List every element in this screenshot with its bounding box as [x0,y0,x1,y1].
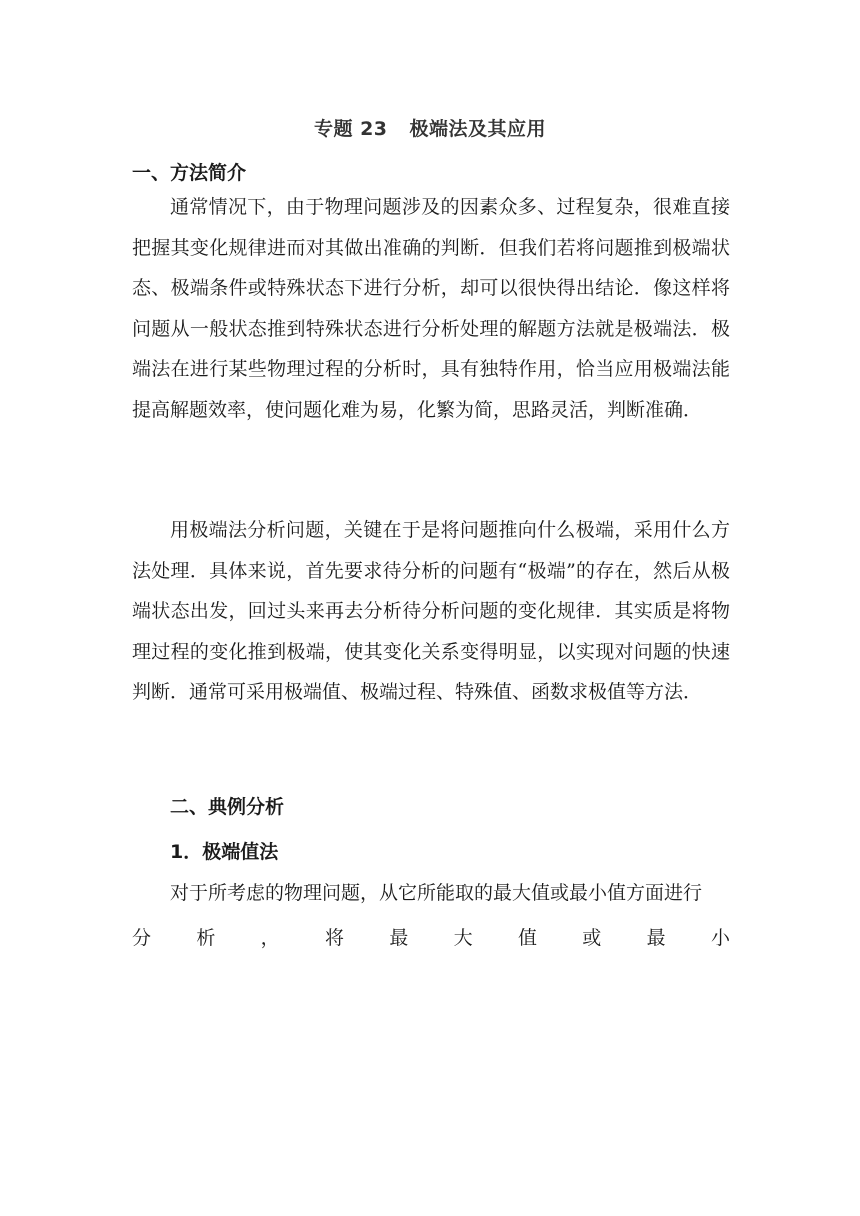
document-title [0,114,860,141]
title-main: 极端法及其应用 [409,118,547,140]
spaced-char: 值 [517,927,537,949]
paragraph-extreme-value-line2 [132,918,730,959]
spaced-char: 分 [132,927,152,949]
spaced-char: 最 [646,927,666,949]
spaced-char: 大 [453,927,473,949]
paragraph-extreme-value: 对于所考虑的物理问题，从它所能取的最大值或最小值方面进行 [170,882,703,904]
spaced-char: 析 [196,927,216,949]
section-heading-examples: 二、典例分析 [170,796,285,818]
paragraph-key-points: 用极端法分析问题，关键在于是将问题推向什么极端，采用什么方法处理．具体来说，首先要求待分析的问题有“极端”的存在，然后从极端状态出发，回过头来再去分析待分析问题的变化规律．其实质是将物理过程的变化推到极端，使其变化关系变得明显，以实现对问题的快速判断．通常可采用极端值、极端过程、特殊值、函数求极值等方法． [132,519,730,703]
spaced-char: 最 [389,927,409,949]
spaced-char: 将 [324,927,344,949]
spaced-char: 小 [710,927,730,949]
section-heading-method-intro: 一、方法简介 [132,162,247,184]
spaced-char: ， [260,927,280,949]
subsection-heading-extreme-value: 1．极端值法 [170,841,279,863]
title-prefix: 专题 23 [313,118,388,140]
spaced-char: 或 [582,927,602,949]
paragraph-intro: 通常情况下，由于物理问题涉及的因素众多、过程复杂，很难直接把握其变化规律进而对其做出准确的判断．但我们若将问题推到极端状态、极端条件或特殊状态下进行分析，却可以很快得出结论．像这样将问题从一般状态推到特殊状态进行分析处理的解题方法就是极端法．极端法在进行某些物理过程的分析时，具有独特作用，恰当应用极端法能提高解题效率，使问题化难为易，化繁为简，思路灵活，判断准确． [132,196,730,421]
